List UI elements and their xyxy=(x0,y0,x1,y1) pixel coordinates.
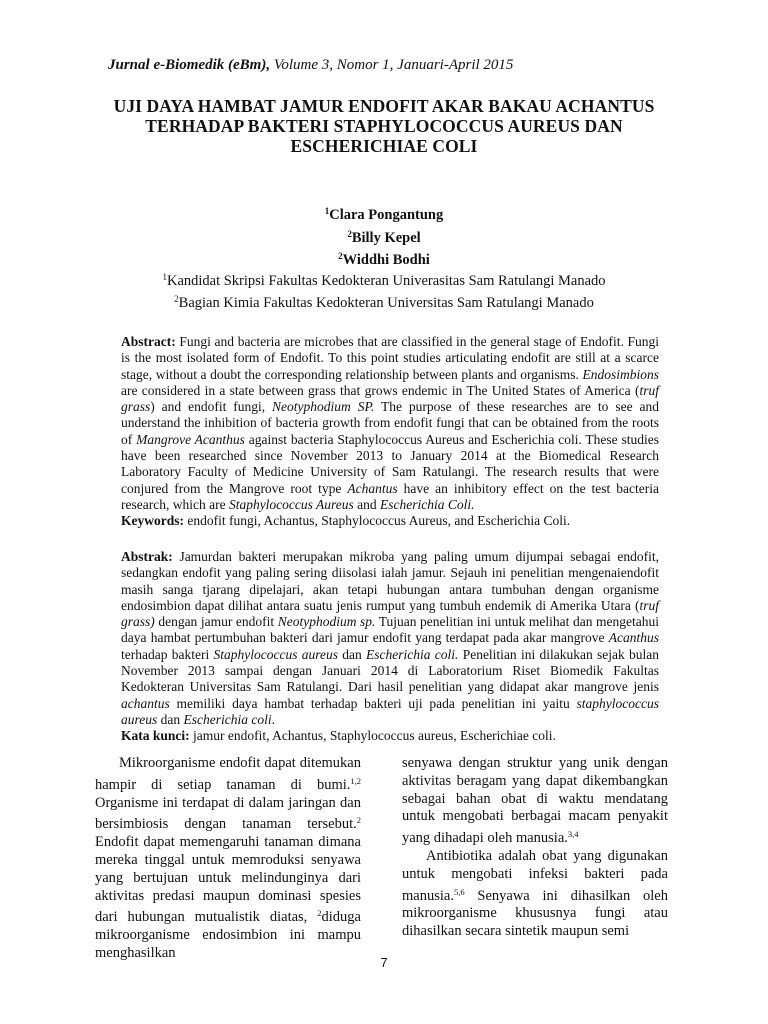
body-paragraph: senyawa dengan struktur yang unik dengan aktivitas beragam yang dapat dikembangkan sebagai bahan obat di waktu mendatang untuk mengobati berbagai macam penyakit yang dihadapi oleh manusia.$^{3,4}$ xyxy=(402,755,668,847)
author: $^1$Clara Pongantung xyxy=(324,206,444,223)
keywords: Kata kunci: jamur endofit, Achantus, Staphylococcus aureus, Escherichiae coli. xyxy=(121,728,556,744)
author-list xyxy=(200,202,568,270)
title-line: TERHADAP BAKTERI STAPHYLOCOCCUS AUREUS DAN xyxy=(145,116,623,136)
author: $^2$Widdhi Bodhi xyxy=(338,251,430,268)
affiliation-list xyxy=(90,268,678,312)
keywords: Keywords: endofit fungi, Achantus, Staphylococcus Aureus, and Escherichia Coli. xyxy=(121,513,571,529)
paper-title xyxy=(90,96,678,156)
abstract-text: Abstrak: Jamurdan bakteri merupakan mikroba yang paling umum dijumpai sebagai endofit, sedangkan endofit yang paling sering diisolasi ialah jamur. Sejauh ini penelitian mengenaiendofit masih sanga tjarang dipelajari, akan tetapi hubungan antara tumbuhan dengan organisme endosimbion dapat dilihat antara suatu jenis rumput yang tumbuh endemik di Amerika Utara (truf grass) dengan jamur endofit Neotyphodium sp. Tujuan penelitian ini untuk melihat dan mengetahui daya hambat pertumbuhan bakteri dari jamur endofit yang terdapat pada akar mangrove Acanthus terhadap bakteri Staphylococcus aureus dan Escherichia coli. Penelitian ini dilakukan sejak bulan November 2013 sampai dengan Januari 2014 di Laboratorium Riset Biomedik Fakultas Kedokteran Universitas Sam Ratulangi. Dari hasil penelitian yang didapat akar mangrove jenis achantus memiliki daya hambat terhadap bakteri uji pada penelitian ini yaitu staphylococcus aureus dan Escherichia coli. xyxy=(121,549,659,727)
abstract-english xyxy=(121,334,659,530)
journal-name: Jurnal e-Biomedik (eBm), xyxy=(108,57,271,73)
body-paragraph: Mikroorganisme endofit dapat ditemukan hampir di setiap tanaman di bumi.$^{1,2}$ Organisme ini terdapat di dalam jaringan dan bersimbiosis dengan tanaman tersebut.$^2$ Endofit dapat memengaruhi tanaman dimana mereka tinggal untuk memroduksi senyawa yang bertujuan untuk melindunginya dari aktivitas predasi maupun dominasi spesies dari hubungan mutualistik diatas, $^2$diduga mikroorganisme endosimbion ini mampu menghasilkan xyxy=(95,755,361,961)
affiliation: $^1$Kandidat Skripsi Fakultas Kedokteran Univerasitas Sam Ratulangi Manado xyxy=(162,272,606,289)
abstract-text: Abstract: Fungi and bacteria are microbes that are classified in the general stage of Endofit. Fungi is the most isolated form of Endofit. To this point studies articulating endofit are still at a scarce stage, without a doubt the corresponding relationship between plants and organisms. Endosimbions are considered in a state between grass that grows endemic in The United States of America (truf grass) and endofit fungi, Neotyphodium SP. The purpose of these researches are to see and understand the inhibition of bacteria growth from endofit fungi that can be obtained from the roots of Mangrove Acanthus against bacteria Staphylococcus Aureus and Escherichia coli. These studies have been researched since November 2013 to January 2014 at the Biomedical Research Laboratory Faculty of Medicine University of Sam Ratulangi. The research results that were conjured from the Mangrove root type Achantus have an inhibitory effect on the test bacteria research, which are Staphylococcus Aureus and Escherichia Coli. xyxy=(121,334,660,512)
journal-header xyxy=(108,57,513,74)
page-number: 7 xyxy=(380,955,388,970)
body-column-right xyxy=(402,755,668,941)
body-paragraph: Antibiotika adalah obat yang digunakan untuk mengobati infeksi bakteri pada manusia.$^{5,6}$ Senyawa ini dihasilkan oleh mikroorganisme khususnya fungi atau dihasilkan secara sintetik maupun semi xyxy=(402,847,668,940)
abstract-indonesian xyxy=(121,549,659,745)
author: $^2$Billy Kepel xyxy=(347,228,421,246)
journal-issue: Volume 3, Nomor 1, Januari-April 2015 xyxy=(270,57,514,73)
affiliation: $^2$Bagian Kimia Fakultas Kedokteran Universitas Sam Ratulangi Manado xyxy=(174,294,594,311)
title-line: ESCHERICHIAE COLI xyxy=(290,136,478,156)
body-column-left xyxy=(95,755,361,963)
title-line: UJI DAYA HAMBAT JAMUR ENDOFIT AKAR BAKAU ACHANTUS xyxy=(113,96,655,116)
